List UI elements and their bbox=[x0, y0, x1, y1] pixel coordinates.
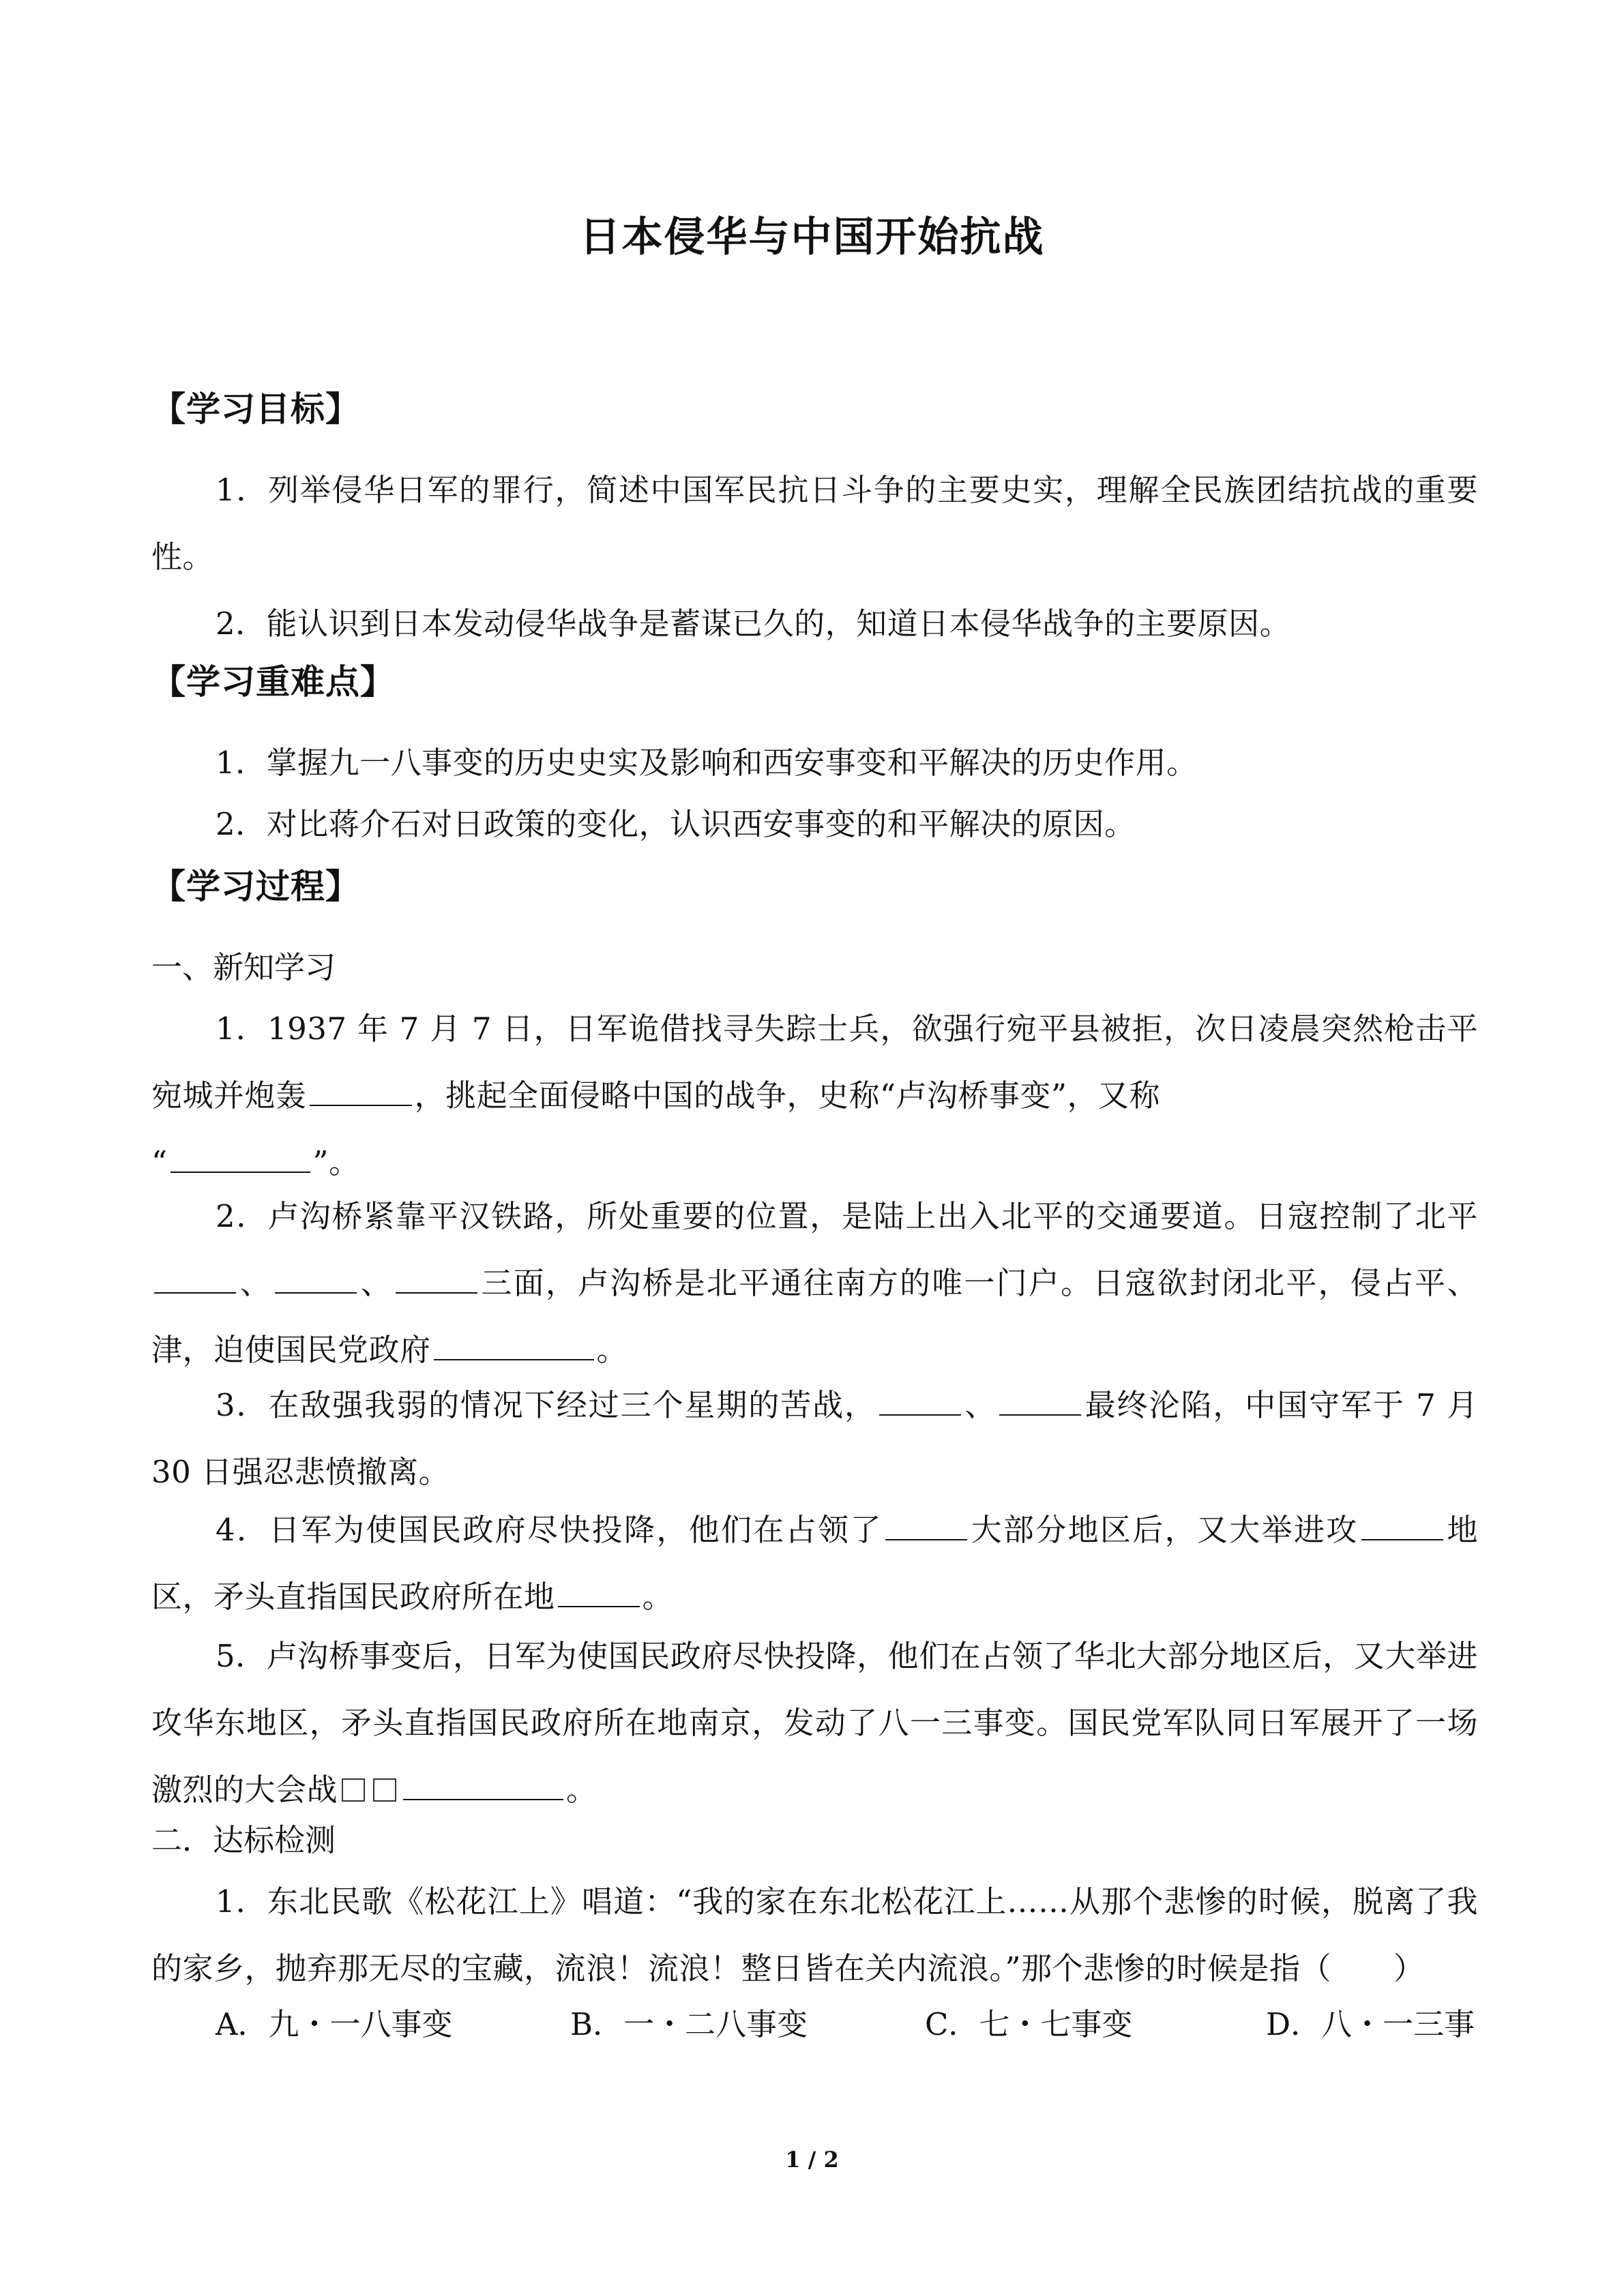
option-c[interactable]: C．七・七事变 bbox=[925, 2006, 1133, 2042]
question-2-text-a: 2．卢沟桥紧靠平汉铁路，所处重要的位置，是陆上出入北平的交通要道。日寇控制了北平 bbox=[216, 1198, 1478, 1234]
question-5-text-b: 。 bbox=[566, 1772, 597, 1808]
square-glyph bbox=[342, 1778, 365, 1802]
question-1-text-d: ”。 bbox=[312, 1144, 360, 1180]
question-5 bbox=[151, 1623, 1478, 1823]
heading-learning-goals: 【学习目标】 bbox=[151, 389, 360, 429]
choice-options bbox=[216, 1991, 1491, 2058]
fill-blank[interactable] bbox=[1361, 1509, 1443, 1540]
question-4-text-c: 地区，矛头直指国民政府所在地 bbox=[151, 1512, 1478, 1615]
question-3 bbox=[151, 1372, 1478, 1506]
fill-blank[interactable] bbox=[879, 1384, 961, 1416]
fill-blank[interactable] bbox=[275, 1262, 357, 1294]
question-2-text-e: 。 bbox=[596, 1332, 628, 1368]
question-2-text-b: 、 bbox=[239, 1265, 272, 1301]
question-1-text-a: 1．1937 年 7 月 7 日，日军诡借找寻失踪士兵，欲强行宛平县被拒，次日凌晨突然枪击平宛城并炮轰 bbox=[151, 1011, 1478, 1114]
option-a[interactable]: A．九・一八事变 bbox=[216, 2006, 453, 2042]
question-3-text-c: 最终沦陷，中国守军于 7 月 30 日强忍悲愤撤离。 bbox=[151, 1387, 1478, 1490]
part-standard-test: 二．达标检测 bbox=[151, 1822, 336, 1858]
fill-blank[interactable] bbox=[396, 1262, 477, 1294]
fill-blank[interactable] bbox=[885, 1509, 967, 1540]
question-4-text-d: 。 bbox=[642, 1579, 674, 1615]
page-number: 1 / 2 bbox=[785, 2147, 839, 2173]
question-1 bbox=[151, 996, 1478, 1196]
part-new-knowledge: 一、新知学习 bbox=[151, 949, 336, 985]
fill-blank[interactable] bbox=[999, 1384, 1081, 1416]
fill-blank[interactable] bbox=[558, 1576, 640, 1607]
question-2-text-c: 、 bbox=[359, 1265, 393, 1301]
question-3-text-a: 3．在敌强我弱的情况下经过三个星期的苦战， bbox=[216, 1387, 876, 1423]
goal-item-1: 1．列举侵华日军的罪行，简述中国军民抗日斗争的主要史实，理解全民族团结抗战的重要性。 bbox=[151, 472, 1478, 575]
heading-learning-process: 【学习过程】 bbox=[151, 867, 360, 906]
test-question-1: 1．东北民歌《松花江上》唱道：“我的家在东北松花江上……从那个悲惨的时候，脱离了我的家乡，抛弃那无尽的宝藏，流浪！流浪！整日皆在关内流浪。”那个悲惨的时候是指（ ） bbox=[151, 1883, 1478, 1986]
page-title: 日本侵华与中国开始抗战 bbox=[579, 213, 1045, 261]
question-5-text-a: 5．卢沟桥事变后，日军为使国民政府尽快投降，他们在占领了华北大部分地区后，又大举进攻华东地区，矛头直指国民政府所在地南京，发动了八一三事变。国民党军队同日军展开了一场激烈的大会战 bbox=[151, 1638, 1478, 1808]
fill-blank[interactable] bbox=[171, 1142, 310, 1173]
question-4-text-b: 大部分地区后，又大举进攻 bbox=[969, 1512, 1359, 1548]
key-item-2: 2．对比蒋介石对日政策的变化，认识西安事变的和平解决的原因。 bbox=[216, 806, 1136, 842]
fill-blank[interactable] bbox=[434, 1329, 594, 1360]
option-b[interactable]: B．一・二八事变 bbox=[570, 2006, 808, 2042]
question-2-text-d: 三面，卢沟桥是北平通往南方的唯一门户。日寇欲封闭北平，侵占平、津，迫使国民党政府 bbox=[151, 1265, 1478, 1368]
question-1-text-c: “ bbox=[151, 1144, 168, 1180]
question-4 bbox=[151, 1497, 1478, 1630]
heading-key-points: 【学习重难点】 bbox=[151, 662, 395, 702]
question-3-text-b: 、 bbox=[963, 1387, 997, 1423]
option-d[interactable]: D．八・一三事 bbox=[1266, 2006, 1475, 2042]
key-item-1: 1．掌握九一八事变的历史史实及影响和西安事变和平解决的历史作用。 bbox=[216, 745, 1198, 781]
question-4-text-a: 4．日军为使国民政府尽快投降，他们在占领了 bbox=[216, 1512, 883, 1548]
question-1-text-b: ，挑起全面侵略中国的战争，史称“卢沟桥事变”，又称 bbox=[414, 1077, 1161, 1114]
square-glyph bbox=[373, 1778, 396, 1802]
fill-blank[interactable] bbox=[310, 1075, 412, 1106]
goal-item-2: 2．能认识到日本发动侵华战争是蓄谋已久的，知道日本侵华战争的主要原因。 bbox=[216, 606, 1291, 642]
fill-blank[interactable] bbox=[154, 1262, 236, 1294]
fill-blank[interactable] bbox=[403, 1769, 563, 1800]
question-2 bbox=[151, 1183, 1478, 1384]
